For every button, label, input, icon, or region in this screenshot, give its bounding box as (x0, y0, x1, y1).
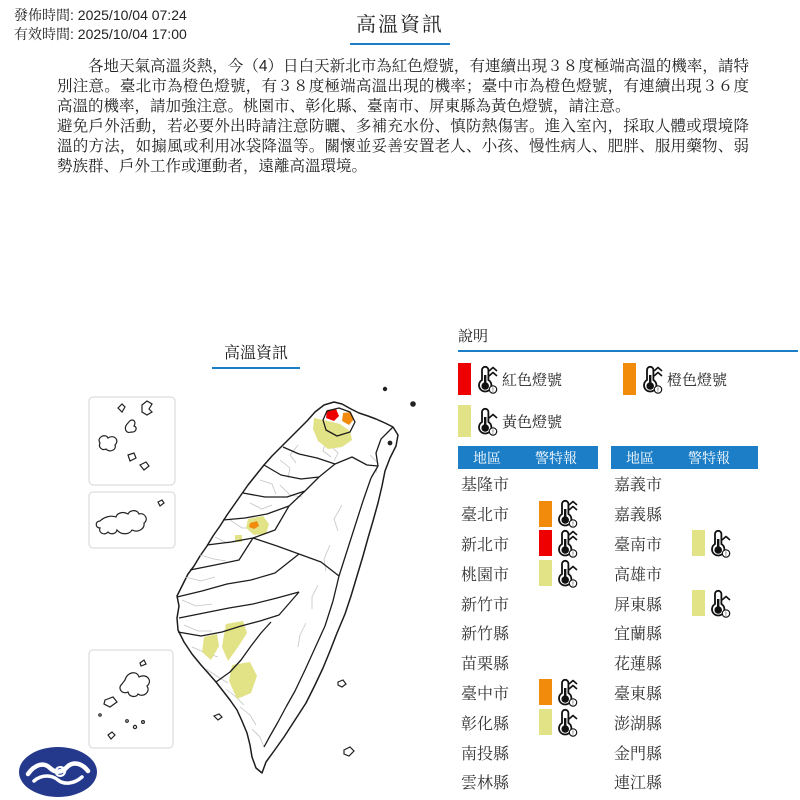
table-row (458, 737, 598, 767)
red-swatch (458, 363, 471, 395)
valid-time-line (14, 25, 187, 44)
cwb-logo (16, 744, 100, 800)
table-row (611, 469, 758, 499)
table-row (458, 767, 598, 797)
table-row (611, 648, 758, 678)
table-row (611, 707, 758, 737)
legend-label-orange: 橙色燈號 (667, 371, 728, 389)
thermometer-icon (554, 708, 578, 737)
issued-time-line (14, 6, 187, 25)
orange-swatch (623, 363, 636, 395)
legend-label-red: 紅色燈號 (502, 371, 563, 389)
table-row (458, 558, 598, 588)
thermometer-icon (554, 499, 578, 528)
table-row (611, 499, 758, 529)
table-header (458, 446, 598, 469)
taiwan-map (80, 385, 460, 800)
column-header-warning: 警特報 (535, 449, 577, 466)
warning-badge (539, 499, 582, 528)
legend-item-red (458, 358, 623, 400)
column-header-warning: 警特報 (688, 449, 730, 466)
svg-text:!: ! (492, 429, 494, 436)
thermometer-icon (639, 365, 663, 394)
table-row (458, 648, 598, 678)
region-name: 臺北市 (461, 507, 510, 525)
region-name: 彰化縣 (461, 715, 510, 733)
table-row (611, 618, 758, 648)
svg-text:!: ! (725, 551, 727, 558)
table-row (611, 529, 758, 559)
region-name: 金門縣 (614, 745, 663, 763)
matsu-inset (89, 397, 175, 485)
region-name: 雲林縣 (461, 775, 510, 793)
legend-item-yellow (458, 400, 623, 442)
svg-text:!: ! (572, 522, 574, 529)
warning-badge (692, 529, 735, 558)
region-name: 宜蘭縣 (614, 626, 663, 644)
warning-swatch (692, 530, 705, 556)
table-row (458, 499, 598, 529)
table-row (611, 767, 758, 797)
warning-swatch (692, 590, 705, 616)
table-row (611, 588, 758, 618)
valid-time-label: 有效時間: (14, 26, 74, 42)
svg-text:!: ! (572, 581, 574, 588)
region-tables (458, 446, 798, 797)
legend-title: 說明 (458, 325, 798, 352)
thermometer-icon (474, 365, 498, 394)
thermometer-icon (707, 529, 731, 558)
table-row (611, 737, 758, 767)
thermometer-icon (707, 589, 731, 618)
region-name: 南投縣 (461, 745, 510, 763)
kinmen-inset (89, 492, 175, 548)
region-name: 新北市 (461, 536, 510, 554)
region-name: 屏東縣 (614, 596, 663, 614)
warning-swatch (539, 679, 552, 705)
table-row (458, 529, 598, 559)
publish-times (14, 6, 187, 44)
issued-time-value: 2025/10/04 07:24 (77, 7, 187, 23)
thermometer-icon (554, 678, 578, 707)
table-row (458, 588, 598, 618)
thermometer-icon (554, 529, 578, 558)
region-name: 新竹縣 (461, 626, 510, 644)
warning-swatch (539, 501, 552, 527)
table-row (458, 469, 598, 499)
region-name: 基隆市 (461, 477, 510, 495)
thermometer-icon (474, 407, 498, 436)
region-table-left (458, 446, 598, 797)
svg-text:!: ! (572, 700, 574, 707)
issued-time-label: 發佈時間: (14, 7, 74, 23)
bulletin-paragraph-1: 各地天氣高溫炎熱，今（4）日白天新北市為紅色燈號，有連續出現３８度極端高溫的機率，請特別注意。臺北市為橙色燈號，有３８度極端高溫出現的機率；臺中市為橙色燈號，有連續出現３６度高溫的機率，請加強注意。桃園市、彰化縣、臺南市、屏東縣為黃色燈號，請注意。 (57, 58, 749, 115)
bulletin-paragraph-2: 避免戶外活動，若必要外出時請注意防曬、多補充水份、慎防熱傷害。進入室內，採取人體或環境降溫的方法，如搧風或利用冰袋降溫等。關懷並妥善安置老人、小孩、慢性病人、肥胖、服用藥物、弱勢族群、戶外工作或運動者，遠離高溫環境。 (57, 118, 749, 175)
table-row (458, 678, 598, 708)
region-table-right (611, 446, 758, 797)
region-name: 新竹市 (461, 596, 510, 614)
legend-item-orange (623, 358, 788, 400)
taiwan-main-island (177, 402, 398, 773)
svg-text:!: ! (492, 387, 494, 394)
region-name: 連江縣 (614, 775, 663, 793)
legend-label-yellow: 黃色燈號 (502, 413, 563, 431)
table-row (611, 558, 758, 588)
region-name: 高雄市 (614, 566, 663, 584)
region-name: 臺中市 (461, 685, 510, 703)
region-name: 苗栗縣 (461, 656, 510, 674)
warning-badge (692, 589, 735, 618)
warning-badge (539, 529, 582, 558)
table-header (611, 446, 758, 469)
region-name: 花蓮縣 (614, 656, 663, 674)
region-name: 桃園市 (461, 566, 510, 584)
column-header-region: 地區 (626, 449, 654, 466)
table-row (458, 707, 598, 737)
warning-badge (539, 678, 582, 707)
legend (458, 358, 798, 442)
warning-panel (458, 325, 798, 797)
yellow-swatch (458, 405, 471, 437)
warning-badge (539, 559, 582, 588)
region-name: 嘉義市 (614, 477, 663, 495)
map-title: 高溫資訊 (212, 340, 300, 369)
region-name: 臺南市 (614, 536, 663, 554)
svg-text:!: ! (572, 551, 574, 558)
warning-swatch (539, 560, 552, 586)
table-row (611, 678, 758, 708)
svg-text:!: ! (725, 611, 727, 618)
region-name: 嘉義縣 (614, 507, 663, 525)
region-name: 澎湖縣 (614, 715, 663, 733)
warning-badge (539, 708, 582, 737)
region-name: 臺東縣 (614, 685, 663, 703)
thermometer-icon (554, 559, 578, 588)
warning-swatch (539, 709, 552, 735)
page-title: 高溫資訊 (350, 8, 450, 45)
svg-text:!: ! (572, 730, 574, 737)
valid-time-value: 2025/10/04 17:00 (77, 26, 187, 42)
table-row (458, 618, 598, 648)
penghu-inset (89, 650, 173, 748)
bulletin-text (57, 57, 749, 177)
warning-swatch (539, 530, 552, 556)
column-header-region: 地區 (473, 449, 501, 466)
svg-text:!: ! (657, 387, 659, 394)
